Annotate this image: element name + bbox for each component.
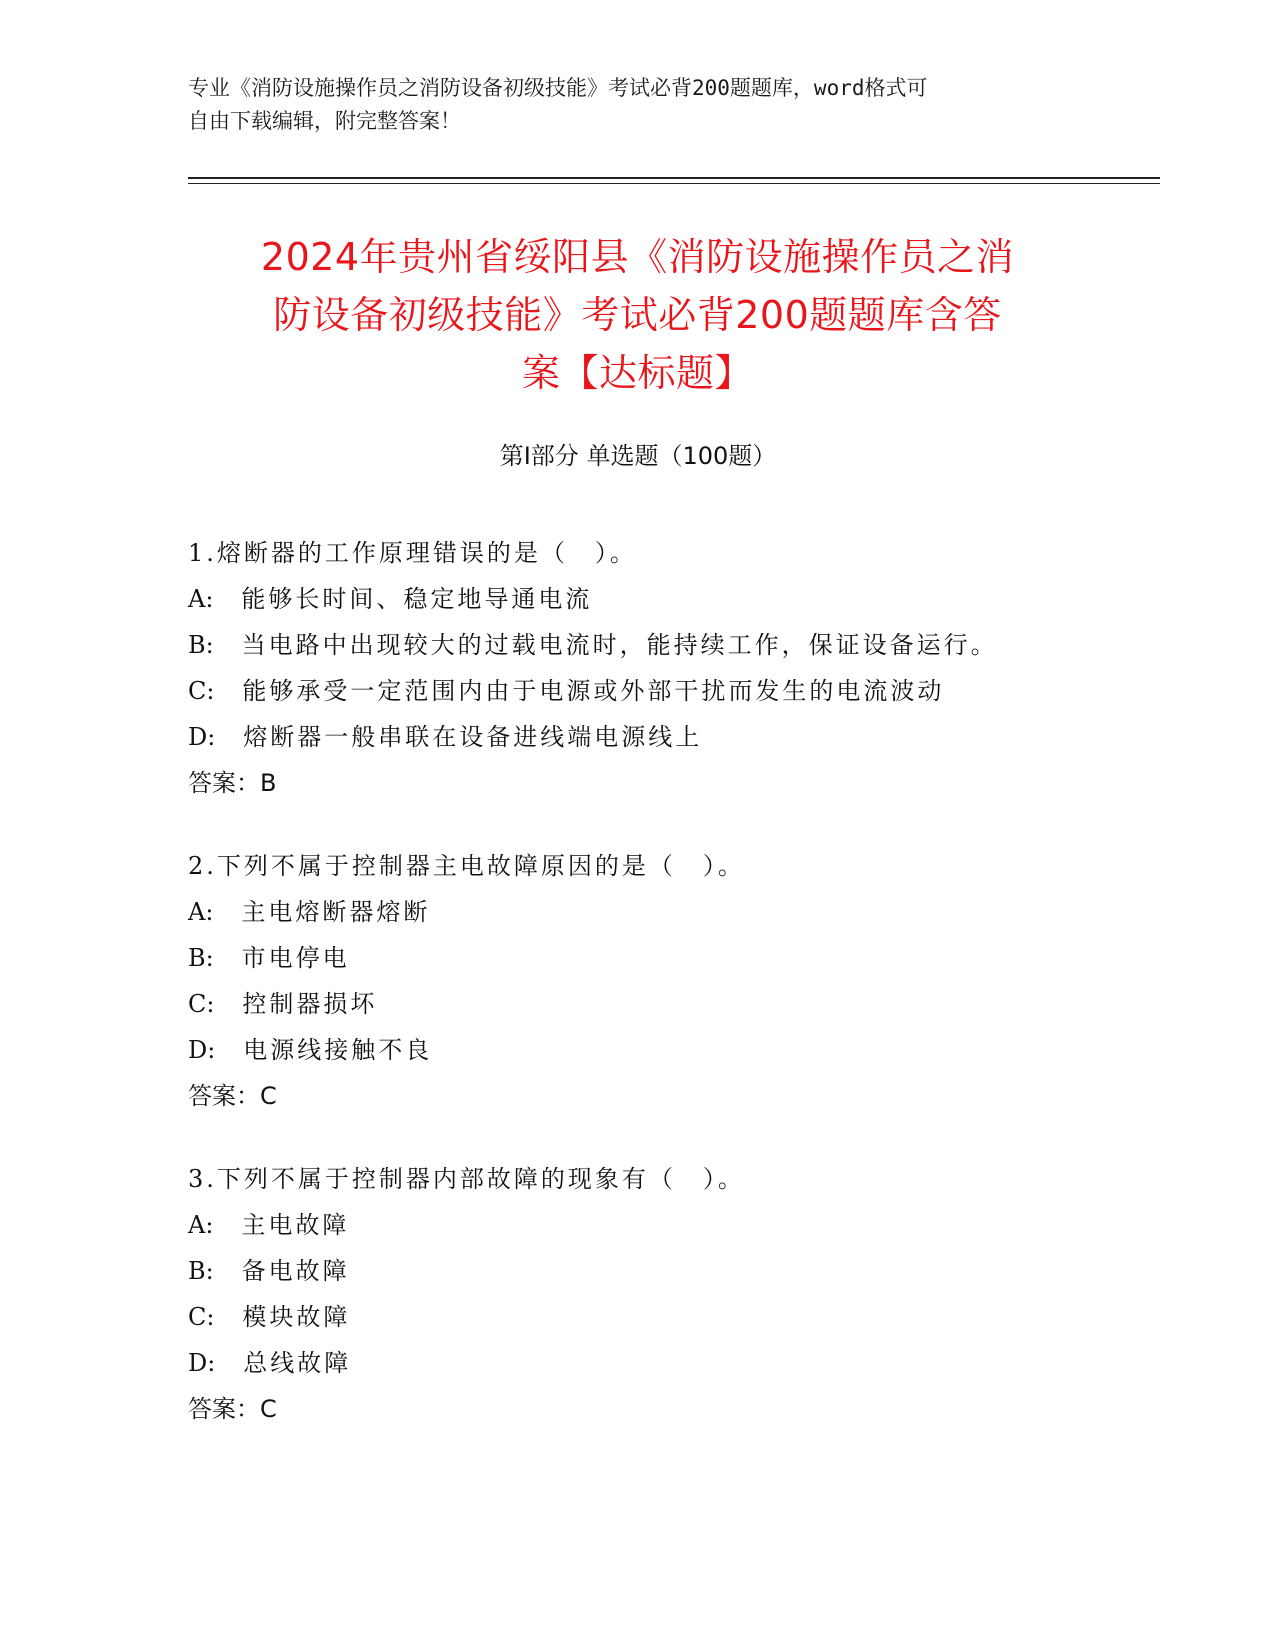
- question-3: [188, 1156, 1138, 1432]
- question-stem: 2.下列不属于控制器主电故障原因的是（ ）。: [188, 852, 745, 880]
- option-text: 市电停电: [241, 944, 350, 972]
- answer-value: C: [260, 1395, 277, 1423]
- option-letter: D: [188, 723, 208, 751]
- option-letter: C: [188, 677, 207, 705]
- option-text: 电源线接触不良: [243, 1036, 433, 1064]
- option-letter: B: [188, 631, 206, 659]
- option-letter: B: [188, 1257, 206, 1285]
- option-d: D: 电源线接触不良: [188, 1036, 433, 1064]
- header-divider-thin: [188, 183, 1160, 184]
- answer-label: 答案：: [188, 769, 260, 797]
- option-b: B: 市电停电: [188, 944, 350, 972]
- option-text: 能够长时间、稳定地导通电流: [241, 585, 593, 613]
- option-letter: D: [188, 1349, 208, 1377]
- question-2: [188, 843, 1138, 1119]
- option-letter: C: [188, 990, 207, 1018]
- option-text: 主电熔断器熔断: [241, 898, 431, 926]
- document-title-line: 防设备初级技能》考试必背200题题库含答: [273, 293, 1002, 337]
- answer-line: [188, 760, 1138, 806]
- option-a: A: 主电故障: [188, 1211, 350, 1239]
- option-letter: D: [188, 1036, 208, 1064]
- answer-line: [188, 1386, 1138, 1432]
- option-text: 主电故障: [241, 1211, 350, 1239]
- answer-value: B: [260, 769, 277, 797]
- option-a: A: 能够长时间、稳定地导通电流: [188, 585, 593, 613]
- document-title-line: 2024年贵州省绥阳县《消防设施操作员之消: [260, 235, 1015, 279]
- option-text: 控制器损坏: [242, 990, 378, 1018]
- header-divider: [188, 177, 1160, 179]
- option-d: D: 总线故障: [188, 1349, 352, 1377]
- question-stem: 3.下列不属于控制器内部故障的现象有（ ）。: [188, 1165, 745, 1193]
- option-text: 熔断器一般串联在设备进线端电源线上: [243, 723, 703, 751]
- option-c: C: 模块故障: [188, 1303, 351, 1331]
- answer-value: C: [260, 1082, 277, 1110]
- option-text: 模块故障: [242, 1303, 351, 1331]
- option-b: B: 当电路中出现较大的过载电流时，能持续工作，保证设备运行。: [188, 631, 998, 659]
- header-note-line: 自由下载编辑，附完整答案！: [188, 109, 461, 133]
- question-stem: 1.熔断器的工作原理错误的是（ ）。: [188, 539, 637, 567]
- question-1: [188, 530, 1138, 806]
- option-b: B: 备电故障: [188, 1257, 350, 1285]
- option-d: D: 熔断器一般串联在设备进线端电源线上: [188, 723, 703, 751]
- header-note-line: 专业《消防设施操作员之消防设备初级技能》考试必背200题题库，word格式可: [188, 76, 928, 100]
- document-title: [150, 228, 1125, 402]
- answer-label: 答案：: [188, 1395, 260, 1423]
- answer-label: 答案：: [188, 1082, 260, 1110]
- option-letter: A: [188, 585, 206, 613]
- header-note: [188, 72, 1088, 138]
- option-letter: B: [188, 944, 206, 972]
- section-title: 第Ⅰ部分 单选题（100题）: [499, 442, 777, 470]
- option-text: 总线故障: [243, 1349, 352, 1377]
- option-a: A: 主电熔断器熔断: [188, 898, 431, 926]
- option-text: 当电路中出现较大的过载电流时，能持续工作，保证设备运行。: [241, 631, 998, 659]
- option-text: 备电故障: [241, 1257, 350, 1285]
- question-list: [188, 530, 1138, 1469]
- option-c: C: 能够承受一定范围内由于电源或外部干扰而发生的电流波动: [188, 677, 945, 705]
- option-letter: C: [188, 1303, 207, 1331]
- option-letter: A: [188, 1211, 206, 1239]
- option-c: C: 控制器损坏: [188, 990, 378, 1018]
- answer-line: [188, 1073, 1138, 1119]
- option-letter: A: [188, 898, 206, 926]
- option-text: 能够承受一定范围内由于电源或外部干扰而发生的电流波动: [242, 677, 945, 705]
- document-title-line: 案【达标题】: [521, 351, 753, 395]
